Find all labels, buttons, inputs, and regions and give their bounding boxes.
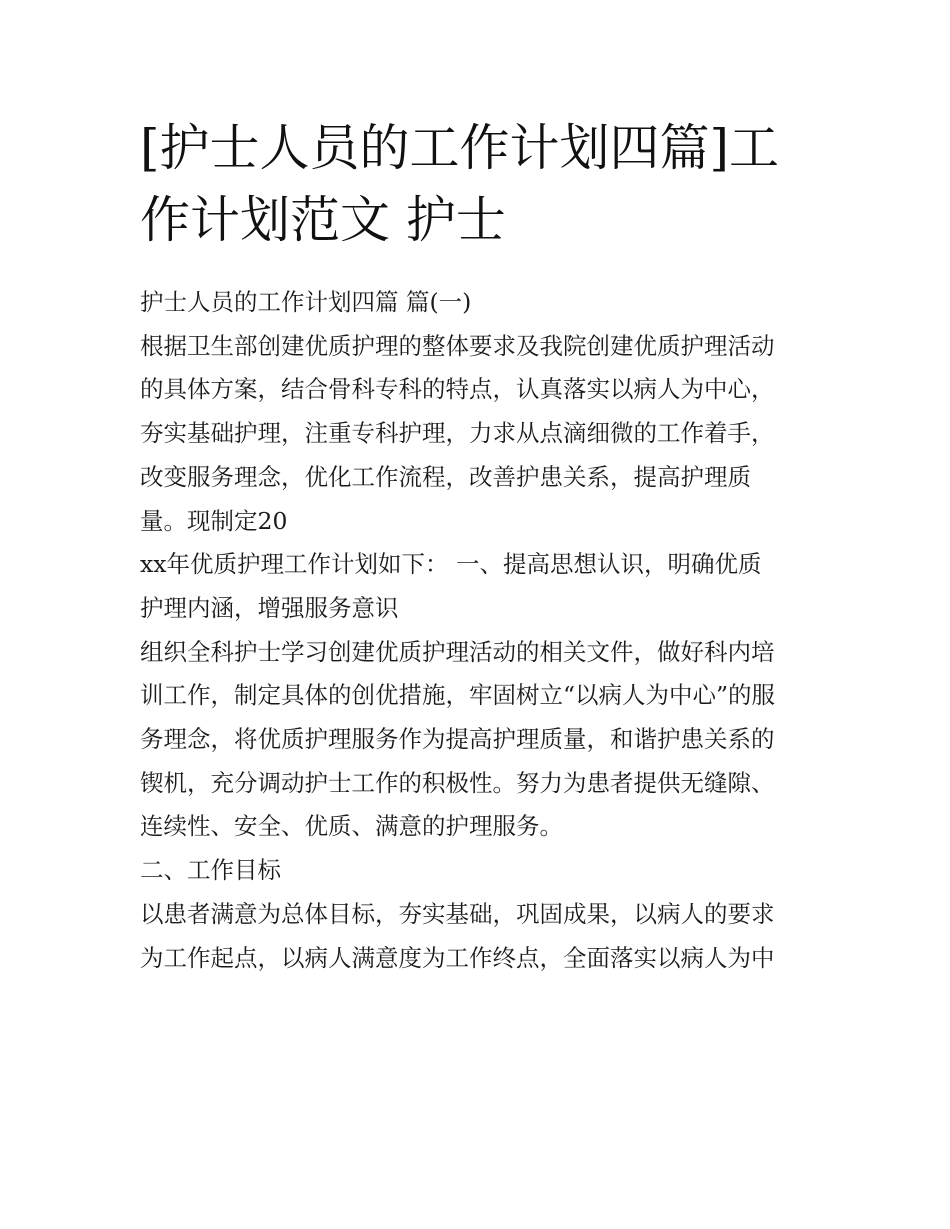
paragraph-line: 锲机，充分调动护士工作的积极性。努力为患者提供无缝隙、 bbox=[140, 768, 775, 797]
paragraph-line: 连续性、安全、优质、满意的护理服务。 bbox=[140, 812, 563, 841]
paragraph-line: 根据卫生部创建优质护理的整体要求及我院创建优质护理活动 bbox=[140, 331, 775, 360]
paragraph-line: 的具体方案，结合骨科专科的特点，认真落实以病人为中心， bbox=[140, 375, 775, 404]
document-body bbox=[140, 281, 820, 980]
paragraph-line: 组织全科护士学习创建优质护理活动的相关文件，做好科内培 bbox=[140, 637, 775, 666]
section-heading: 护士人员的工作计划四篇 篇(一) bbox=[140, 288, 472, 316]
paragraph-line: 护理内涵，增强服务意识 bbox=[140, 593, 399, 622]
paragraph-line: 夯实基础护理，注重专科护理，力求从点滴细微的工作着手， bbox=[140, 419, 775, 448]
title-line-2: 作计划范文 护士 bbox=[140, 191, 506, 249]
paragraph-line: 务理念，将优质护理服务作为提高护理质量，和谐护患关系的 bbox=[140, 725, 775, 754]
paragraph-line: 改变服务理念，优化工作流程，改善护患关系，提高护理质 bbox=[140, 462, 751, 491]
paragraph-line: 量。现制定20 bbox=[140, 506, 288, 535]
paragraph-line: 训工作，制定具体的创优措施，牢固树立“以病人为中心”的服 bbox=[140, 681, 776, 710]
title-line-1: [护士人员的工作计划四篇]工 bbox=[140, 119, 780, 177]
paragraph-line: 为工作起点，以病人满意度为工作终点，全面落实以病人为中 bbox=[140, 943, 775, 972]
document-title bbox=[140, 112, 820, 256]
paragraph-line: xx年优质护理工作计划如下： 一、提高思想认识，明确优质 bbox=[140, 550, 762, 579]
paragraph-line: 以患者满意为总体目标，夯实基础，巩固成果，以病人的要求 bbox=[140, 899, 775, 928]
section-heading: 二、工作目标 bbox=[140, 856, 281, 885]
